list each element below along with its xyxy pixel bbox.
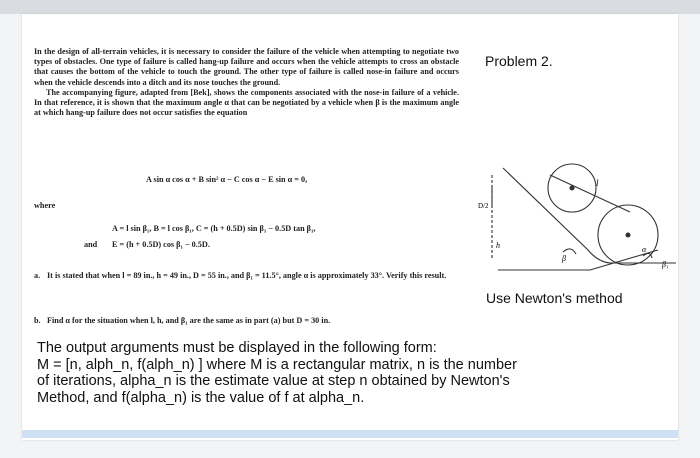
definition-e: E = (h + 0.5D) cos β₁ − 0.5D. [112,240,210,249]
definition-and: and [84,240,98,249]
card-bottom-accent [22,430,678,438]
label-d2: D/2 [478,202,489,210]
top-bar [0,0,700,14]
part-a [34,271,459,293]
output-line-4: Method, and f(alpha_n) is the value of f at alpha_n. [37,389,365,406]
paragraph-intro: In the design of all-terrain vehicles, it is necessary to consider the failure of the vehicle when attempting to negotiate two types of obstacles. One type of failure is called hang-up failure and occurs when the vehicle attempts to cross an obstacle that causes the bottom of the vehicle to touch the ground. The other type of failure is called nose-in failure and occurs when the vehicle descends into a ditch and its nose touches the ground. [34,47,459,87]
definition-a-b-c: A = l sin β₁, B = l cos β₁, C = (h + 0.5D) sin β₁ − 0.5D tan β₁, [112,224,316,233]
part-a-label: a. [34,271,41,280]
output-line-1: The output arguments must be displayed in the following form: [37,340,437,356]
problem-title: Problem 2. [485,53,553,69]
wheelbase-line [550,175,630,212]
label-h: h [496,241,500,250]
front-wheel-hub [570,186,574,190]
part-b [34,316,459,327]
vehicle-diagram [478,150,678,280]
where-label: where [34,201,56,210]
part-b-text: Find α for the situation when l, h, and β₁ are the same as in part (a) but D = 30 in. [47,316,331,325]
part-b-label: b. [34,316,41,325]
textbook-excerpt [34,47,459,118]
label-beta1: β₁ [662,260,669,269]
ground-line [498,250,658,270]
label-alpha: α [642,245,647,254]
output-instructions [37,340,637,406]
output-line-2: M = [n, alph_n, f(alph_n) ] where M is a rectangular matrix, n is the number [37,356,517,373]
method-note: Use Newton's method [486,290,623,306]
main-equation: A sin α cos α + B sin² α − C cos α − E sin α = 0, [146,175,308,184]
paragraph-figure: The accompanying figure, adapted from [Bek], shows the components associated with the nose-in failure of a vehicle. In that reference, it is shown that the maximum angle α that can be negotiated by a vehicle when β is the maximum angle at which hang-up failure does not occur satisfies the equation [34,87,459,118]
label-l: l [596,178,599,188]
output-line-3: of iterations, alpha_n is the estimate value at step n obtained by Newton's [37,373,510,389]
rear-wheel-hub [626,233,630,237]
vehicle-body-line [503,168,676,263]
part-a-text: It is stated that when l = 89 in., h = 49 in., D = 55 in., and β₁ = 11.5°, angle α is approximately 33°. Verify this result. [47,271,447,280]
label-beta: β [562,254,566,263]
